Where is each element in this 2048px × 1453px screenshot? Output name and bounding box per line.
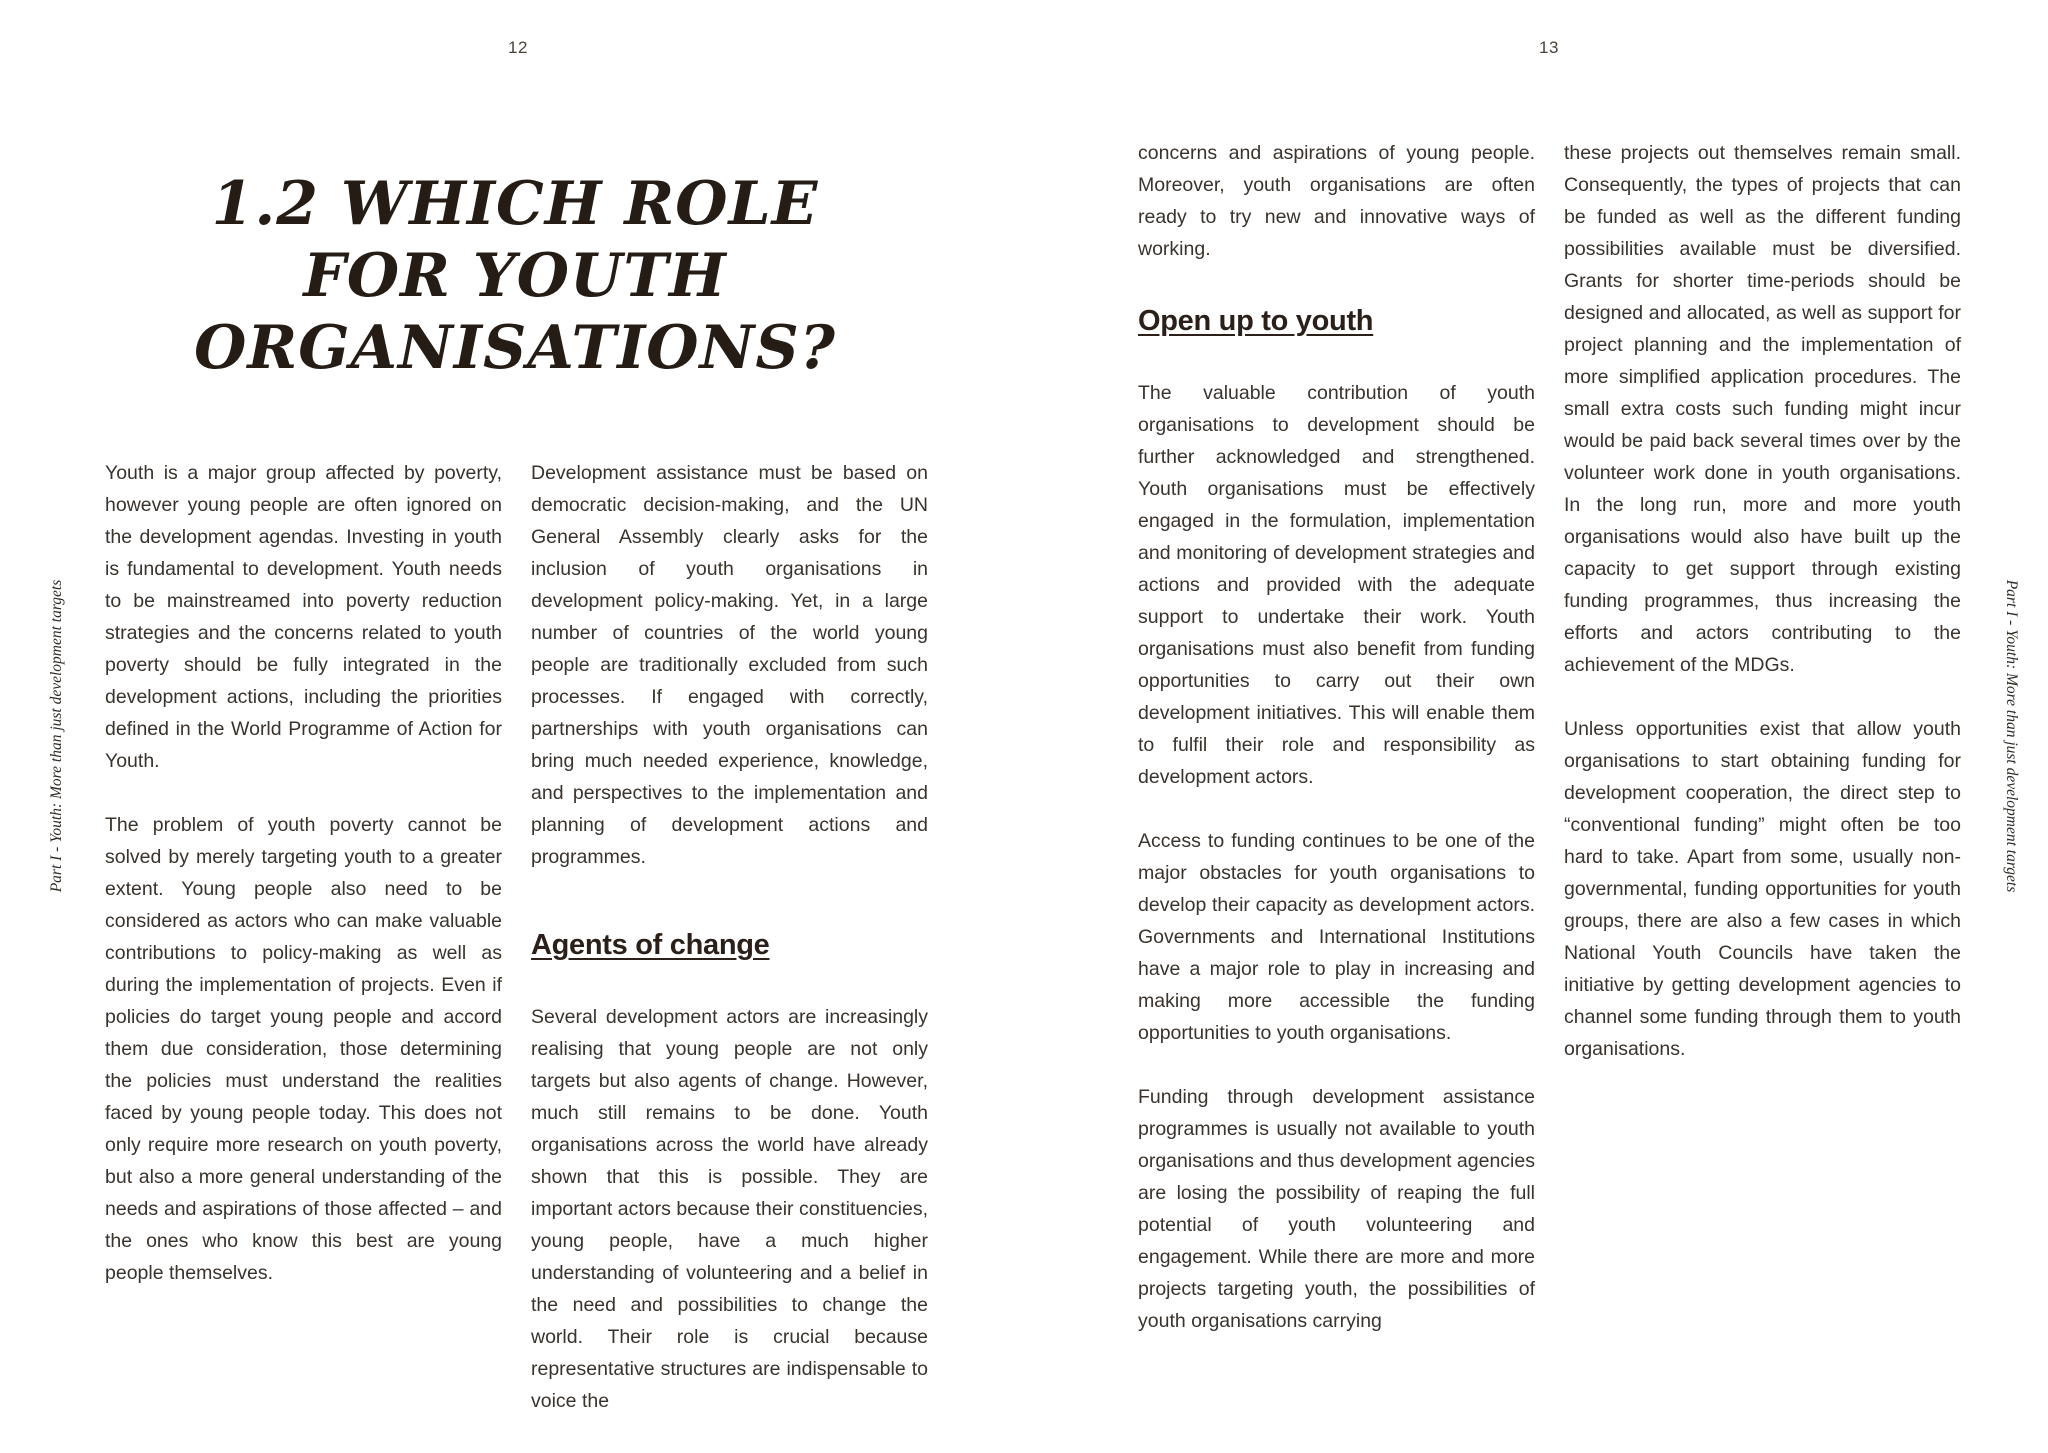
paragraph: Development assistance must be based on democratic decision-making, and the UN General Assembly clearly asks for the inclusion of youth organisations in development policy-making. Yet, in a large number of countries of the world young people are traditionally excluded from such processes. If engaged with correctly, partnerships with youth organisations can bring much needed experience, knowledge, and perspectives to the implementation and planning of development actions and programmes. — [531, 462, 928, 868]
text-column-3 — [1138, 137, 1535, 1337]
paragraph: Unless opportunities exist that allow youth organisations to start obtaining funding for development cooperation, the direct step to “conventional funding” might often be too hard to take. Apart from some, usually non-governmental, funding opportunities for youth groups, there are also a few cases in which National Youth Councils have taken the initiative by getting development agencies to channel some funding through them to youth organisations. — [1564, 718, 1961, 1060]
text-column-2 — [531, 457, 928, 1417]
subheading-open-up-to-youth: Open up to youth — [1138, 305, 1374, 337]
side-label-left: Part I - Youth: More than just development targets — [48, 579, 65, 893]
paragraph: Access to funding continues to be one of the major obstacles for youth organisations to develop their capacity as development actors. Governments and International Institutions have a major role to play in increasing and making more accessible the funding opportunities to youth organisations. — [1138, 830, 1535, 1044]
paragraph: concerns and aspirations of young people. Moreover, youth organisations are often ready to try new and innovative ways of working. — [1138, 142, 1535, 260]
paragraph: Several development actors are increasingly realising that young people are not only targets but also agents of change. However, much still remains to be done. Youth organisations across the world have already shown that this is possible. They are important actors because their constituencies, young people, have a much higher understanding of volunteering and a belief in the need and possibilities to change the world. Their role is crucial because representative structures are indispensable to voice the — [531, 1006, 928, 1412]
side-label-right: Part I - Youth: More than just development targets — [2003, 579, 2020, 893]
text-column-1 — [105, 457, 502, 1289]
page-number-right: 13 — [1539, 38, 1559, 57]
subheading-agents-of-change: Agents of change — [531, 929, 770, 961]
section-title: 1.2 WHICH ROLE FOR YOUTH ORGANISATIONS? — [194, 169, 836, 383]
paragraph: The valuable contribution of youth organisations to development should be further acknowledged and strengthened. Youth organisations must be effectively engaged in the formulation, implementation and monitoring of development strategies and actions and provided with the adequate support to undertake their work. Youth organisations must also benefit from funding opportunities to carry out their own development initiatives. This will enable them to fulfil their role and responsibility as development actors. — [1138, 382, 1535, 788]
paragraph: Funding through development assistance programmes is usually not available to youth organisations and thus development agencies are losing the possibility of reaping the full potential of youth volunteering and engagement. While there are more and more projects targeting youth, the possibilities of youth organisations carrying — [1138, 1086, 1535, 1332]
page-number-left: 12 — [508, 38, 528, 57]
paragraph: Youth is a major group affected by poverty, however young people are often ignored on the development agendas. Investing in youth is fundamental to development. Youth needs to be mainstreamed into poverty reduction strategies and the concerns related to youth poverty should be fully integrated in the development actions, including the priorities defined in the World Programme of Action for Youth. — [105, 462, 502, 772]
paragraph: The problem of youth poverty cannot be solved by merely targeting youth to a greater extent. Young people also need to be considered as actors who can make valuable contributions to policy-making as well as during the implementation of projects. Even if policies do target young people and accord them due consideration, those determining the policies must understand the realities faced by young people today. This does not only require more research on youth poverty, but also a more general understanding of the needs and aspirations of those affected – and the ones who know this best are young people themselves. — [105, 814, 502, 1284]
text-column-4 — [1564, 137, 1961, 1065]
paragraph: these projects out themselves remain small. Consequently, the types of projects that can be funded as well as the different funding possibilities available must be diversified. Grants for shorter time-periods should be designed and allocated, as well as support for project planning and the implementation of more simplified application procedures. The small extra costs such funding might incur would be paid back several times over by the volunteer work done in youth organisations. In the long run, more and more youth organisations would also have built up the capacity to get support through existing funding programmes, thus increasing the efforts and actors contributing to the achievement of the MDGs. — [1564, 142, 1961, 676]
